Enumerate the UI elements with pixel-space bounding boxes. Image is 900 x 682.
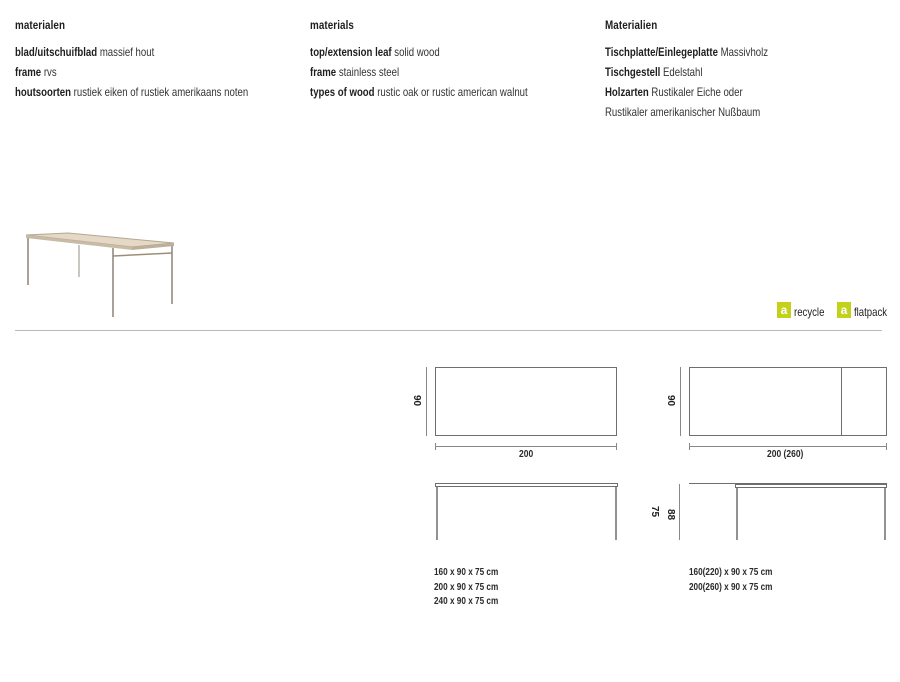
extendable-table-side-view [675, 480, 893, 546]
size-entry: 160 x 90 x 75 cm [434, 567, 499, 578]
height-dimension-label: 88 [665, 508, 677, 521]
recycle-icon: a [777, 302, 791, 318]
size-entry: 240 x 90 x 75 cm [434, 596, 499, 607]
column-heading: materials [310, 18, 354, 32]
material-row: blad/uitschuifblad massief hout [15, 45, 155, 59]
materials-column-german [605, 18, 895, 122]
width-dimension-label: 200 (260) [767, 449, 804, 460]
materials-column-dutch [15, 18, 305, 102]
material-row: Holzarten Rustikaler Eiche oder [605, 85, 743, 99]
recycle-badge [777, 298, 832, 318]
material-row: Tischgestell Edelstahl [605, 65, 703, 79]
column-heading: Materialien [605, 18, 658, 32]
badge-label: recycle [794, 305, 825, 319]
height-dimension-label: 75 [649, 505, 661, 518]
width-dimension-label: 200 [519, 449, 534, 460]
size-entry: 200(260) x 90 x 75 cm [689, 581, 773, 593]
extendable-sizes-list [689, 566, 791, 595]
material-row: frame stainless steel [310, 65, 400, 79]
depth-dimension-label: 90 [411, 394, 423, 407]
section-divider [15, 330, 882, 331]
product-image-table [20, 225, 180, 325]
material-row: houtsoorten rustiek eiken of rustiek amerikaans noten [15, 85, 249, 99]
depth-dimension-label: 90 [665, 394, 677, 407]
column-heading: materialen [15, 18, 66, 32]
material-row: types of wood rustic oak or rustic american walnut [310, 85, 528, 99]
extendable-table-top-view [675, 362, 893, 454]
standard-sizes-list [434, 566, 512, 610]
flatpack-badge [837, 298, 895, 318]
badge-label: flatpack [854, 305, 888, 319]
standard-table-side-view [430, 480, 625, 546]
size-entry: 160(220) x 90 x 75 cm [689, 567, 773, 578]
standard-table-top-view [420, 362, 625, 454]
material-row: Tischplatte/Einlegeplatte Massivholz [605, 45, 769, 59]
flatpack-icon: a [837, 302, 851, 318]
size-entry: 200 x 90 x 75 cm [434, 581, 499, 593]
material-row: Rustikaler amerikanischer Nußbaum [605, 105, 761, 119]
material-row: top/extension leaf solid wood [310, 45, 440, 59]
material-row: frame rvs [15, 65, 57, 79]
materials-column-english [310, 18, 600, 102]
